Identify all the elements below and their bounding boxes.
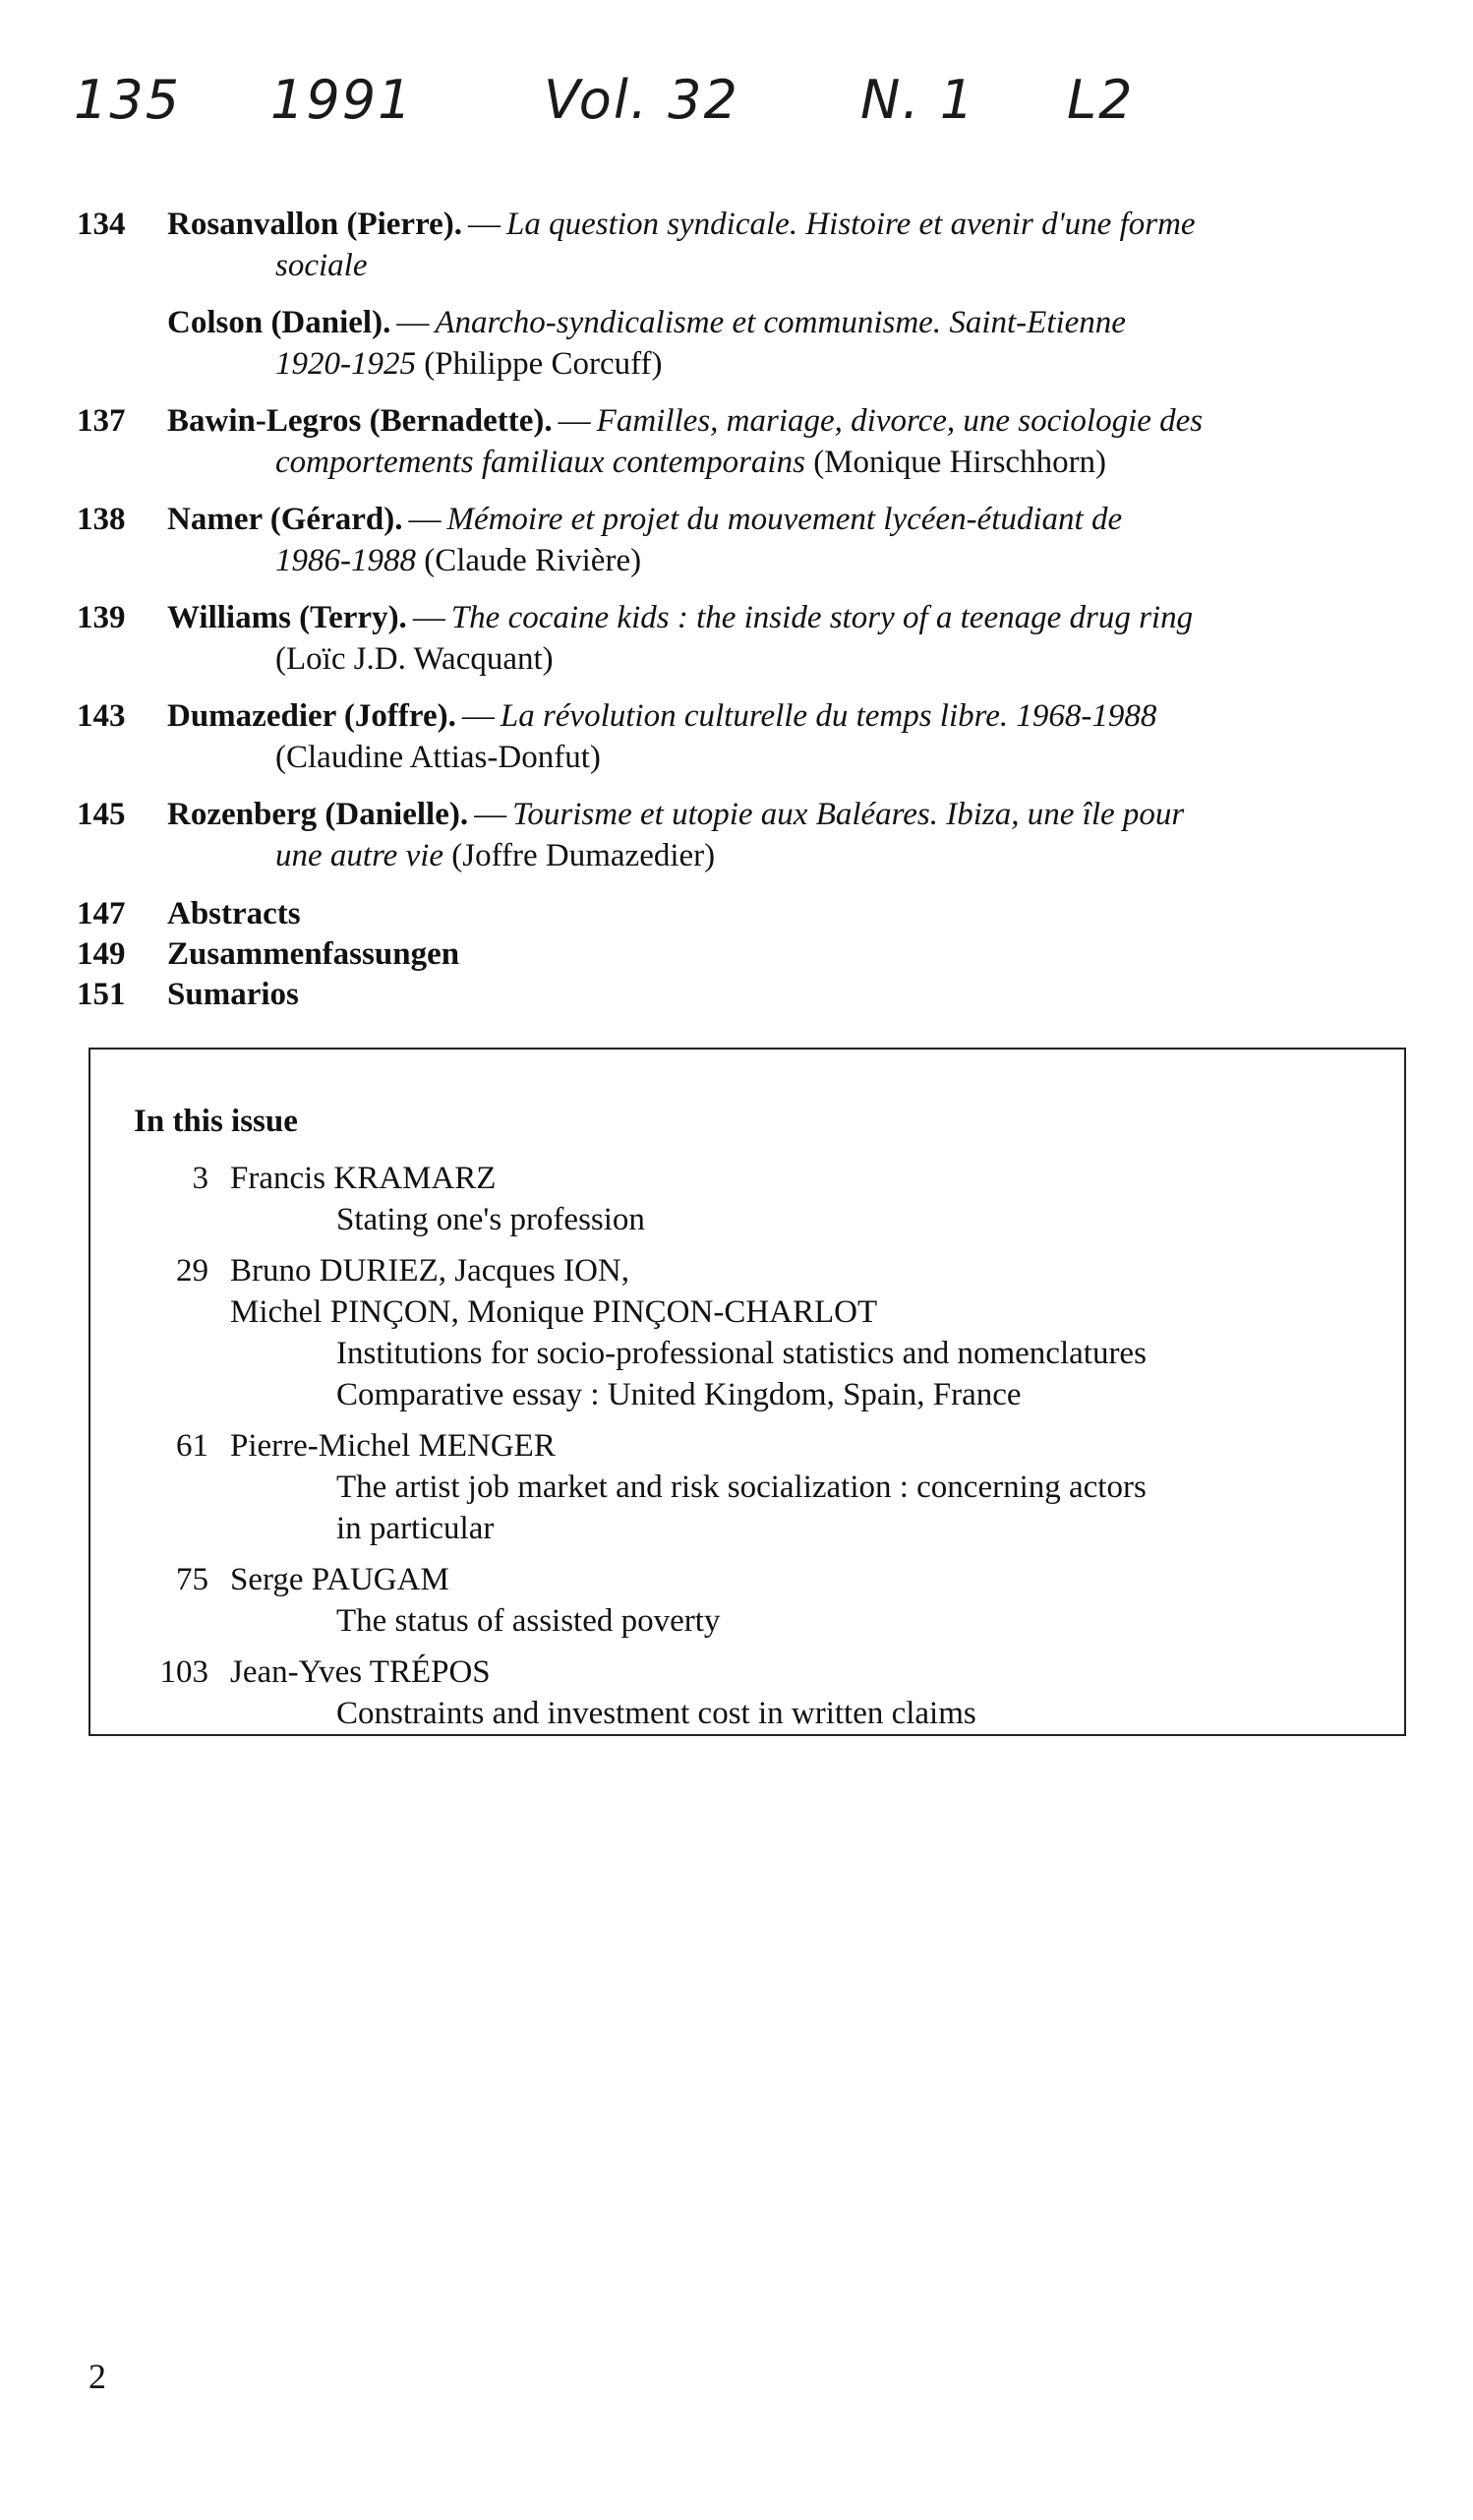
annotation-issue: N. 1 bbox=[860, 69, 976, 131]
toc-page: 138 bbox=[77, 502, 126, 537]
issue-page: 75 bbox=[176, 1562, 208, 1597]
toc-section bbox=[77, 975, 1394, 1015]
toc-title: Anarcho-syndicalisme et communisme. Saint-Etienne bbox=[435, 305, 1126, 340]
toc-page: 137 bbox=[77, 403, 126, 439]
toc-entry: 134 Rosanvallon (Pierre). — La question syndicale. Histoire et avenir d'une forme sociale bbox=[77, 204, 1394, 286]
toc-section-label: Abstracts bbox=[167, 896, 301, 931]
toc-author: Rosanvallon (Pierre). bbox=[167, 207, 463, 242]
toc-entry: 138 Namer (Gérard). — Mémoire et projet du mouvement lycéen-étudiant de 1986-1988 (Claude Rivière) bbox=[77, 499, 1394, 581]
issue-title: in particular bbox=[336, 1511, 495, 1546]
toc-page: 147 bbox=[77, 896, 126, 931]
toc-title: La révolution culturelle du temps libre. 1968-1988 bbox=[500, 698, 1157, 734]
issue-title: Stating one's profession bbox=[336, 1202, 645, 1237]
toc-page: 145 bbox=[77, 797, 126, 832]
table-of-contents bbox=[77, 204, 1394, 1015]
toc-entry: Colson (Daniel). — Anarcho-syndicalisme et communisme. Saint-Etienne 1920-1925 (Philippe Corcuff) bbox=[77, 302, 1394, 385]
issue-title: Constraints and investment cost in written claims bbox=[336, 1696, 976, 1731]
annotation-year: 1991 bbox=[270, 69, 414, 131]
issue-page: 29 bbox=[176, 1253, 208, 1289]
issue-page: 3 bbox=[192, 1161, 208, 1196]
toc-section bbox=[77, 934, 1394, 975]
toc-page: 139 bbox=[77, 600, 126, 635]
issue-item bbox=[134, 1651, 1373, 1734]
toc-title: Tourisme et utopie aux Baléares. Ibiza, une île pour bbox=[512, 797, 1185, 832]
issue-author: Bruno DURIEZ, Jacques ION, bbox=[230, 1253, 630, 1289]
toc-title: Mémoire et projet du mouvement lycéen-étudiant de bbox=[446, 502, 1123, 537]
toc-author: Williams (Terry). bbox=[167, 600, 407, 635]
issue-author: Serge PAUGAM bbox=[230, 1562, 449, 1597]
toc-reviewer: (Monique Hirschhorn) bbox=[813, 445, 1107, 480]
toc-author: Dumazedier (Joffre). bbox=[167, 698, 456, 734]
box-title: In this issue bbox=[134, 1104, 298, 1139]
toc-section-label: Sumarios bbox=[167, 977, 299, 1012]
issue-author: Pierre-Michel MENGER bbox=[230, 1428, 556, 1464]
issue-item bbox=[134, 1250, 1373, 1415]
toc-author: Colson (Daniel). bbox=[167, 305, 391, 340]
issue-item bbox=[134, 1425, 1373, 1549]
toc-reviewer: (Claude Rivière) bbox=[424, 543, 642, 578]
toc-entry: 143 Dumazedier (Joffre). — La révolution culturelle du temps libre. 1968-1988 (Claudine Attias-Donfut) bbox=[77, 695, 1394, 778]
toc-page: 149 bbox=[77, 936, 126, 972]
toc-page: 143 bbox=[77, 698, 126, 734]
toc-reviewer: (Claudine Attias-Donfut) bbox=[275, 740, 601, 775]
issue-title: The artist job market and risk socialization : concerning actors bbox=[336, 1470, 1147, 1505]
issue-page: 61 bbox=[176, 1428, 208, 1464]
toc-section-label: Zusammenfassungen bbox=[167, 936, 460, 972]
page-number: 2 bbox=[88, 2357, 106, 2396]
toc-reviewer: (Philippe Corcuff) bbox=[424, 346, 663, 382]
toc-title: La question syndicale. Histoire et avenir d'une forme bbox=[506, 207, 1196, 242]
in-this-issue-box bbox=[88, 1048, 1406, 1736]
toc-section bbox=[77, 894, 1394, 934]
toc-page bbox=[77, 302, 167, 385]
annotation-number: 135 bbox=[74, 69, 182, 131]
toc-author: Rozenberg (Danielle). bbox=[167, 797, 469, 832]
toc-title: The cocaine kids : the inside story of a teenage drug ring bbox=[450, 600, 1194, 635]
toc-entry: 137 Bawin-Legros (Bernadette). — Familles, mariage, divorce, une sociologie des comportements familiaux contemporains (Monique Hirschhorn) bbox=[77, 400, 1394, 483]
toc-entry: 145 Rozenberg (Danielle). — Tourisme et utopie aux Baléares. Ibiza, une île pour une autre vie (Joffre Dumazedier) bbox=[77, 794, 1394, 876]
issue-item bbox=[134, 1559, 1373, 1642]
issue-author: Michel PINÇON, Monique PINÇON-CHARLOT bbox=[230, 1294, 878, 1330]
issue-author: Francis KRAMARZ bbox=[230, 1161, 497, 1196]
annotation-volume: Vol. 32 bbox=[544, 69, 739, 131]
toc-page: 151 bbox=[77, 977, 126, 1012]
toc-reviewer: (Loïc J.D. Wacquant) bbox=[275, 641, 554, 677]
toc-page: 134 bbox=[77, 207, 126, 242]
issue-author: Jean-Yves TRÉPOS bbox=[230, 1654, 491, 1690]
toc-reviewer: (Joffre Dumazedier) bbox=[451, 838, 716, 873]
issue-title: Comparative essay : United Kingdom, Spain, France bbox=[336, 1377, 1022, 1412]
toc-entry: 139 Williams (Terry). — The cocaine kids : the inside story of a teenage drug ring (Loïc J.D. Wacquant) bbox=[77, 597, 1394, 680]
toc-author: Namer (Gérard). bbox=[167, 502, 403, 537]
issue-list bbox=[134, 1158, 1373, 1744]
annotation-mark: L2 bbox=[1067, 69, 1135, 131]
issue-title: The status of assisted poverty bbox=[336, 1603, 721, 1639]
issue-title: Institutions for socio-professional statistics and nomenclatures bbox=[336, 1336, 1147, 1371]
toc-title: Familles, mariage, divorce, une sociologie des bbox=[596, 403, 1204, 439]
issue-item bbox=[134, 1158, 1373, 1240]
issue-page: 103 bbox=[159, 1654, 208, 1690]
handwritten-annotation bbox=[74, 69, 1254, 157]
toc-author: Bawin-Legros (Bernadette). bbox=[167, 403, 553, 439]
